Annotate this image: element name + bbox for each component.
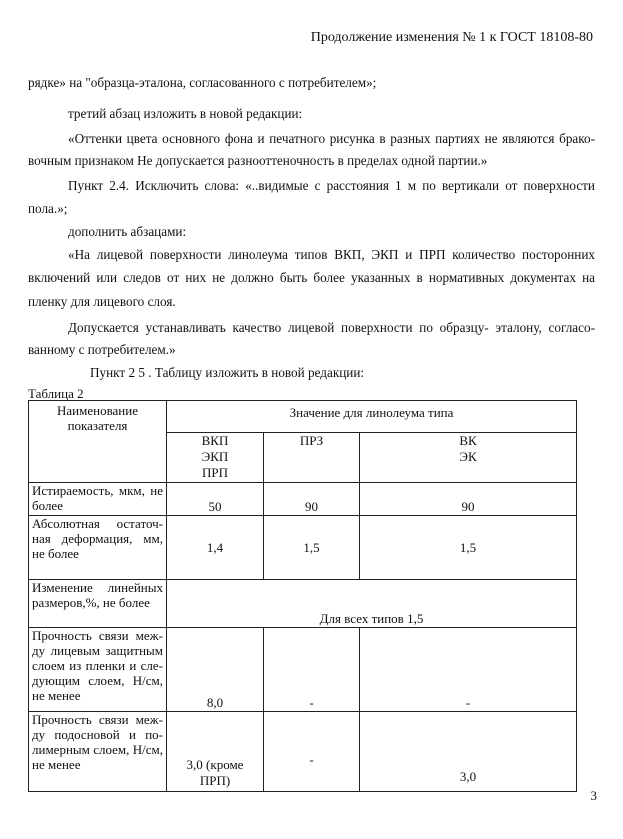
paragraph-line: вочным признаком Не допускается разнооттеночность в пределах одной партии.»	[28, 153, 488, 168]
row-name: Истираемость, мкм, не более	[29, 483, 167, 516]
cell: 1,5	[264, 516, 360, 580]
col-vkp: ВКП ЭКП ПРП	[167, 433, 264, 483]
cell: 3,0	[360, 712, 577, 792]
table-caption: Таблица 2	[28, 386, 84, 401]
col-prz: ПРЗ	[264, 433, 360, 483]
page-header: Продолжение изменения № 1 к ГОСТ 18108-80	[310, 30, 593, 45]
cell: 90	[264, 483, 360, 516]
paragraph-line: Пункт 2 5 . Таблицу изложить в новой редакции:	[90, 365, 365, 380]
cell: 1,5	[360, 516, 577, 580]
cell: 90	[360, 483, 577, 516]
col-vk: ВК ЭК	[360, 433, 577, 483]
cell: -	[264, 712, 360, 792]
paragraph-line: дополнить абзацами:	[68, 224, 187, 239]
cell-all-types: Для всех типов 1,5	[167, 580, 577, 628]
row-name: Абсолютная остаточ-ная деформация, мм, не более	[29, 516, 167, 580]
header-name: Наименование показателя	[29, 401, 167, 483]
cell: 3,0 (кроме ПРП)	[167, 712, 264, 792]
table-row	[29, 483, 577, 516]
row-name: Прочность связи меж-ду лицевым защитным слоем из пленки и сле-дующим слоем, Н/см, не менее	[29, 628, 167, 712]
header-value: Значение для линолеума типа	[167, 401, 577, 433]
paragraph-line: третий абзац изложить в новой редакции:	[68, 106, 303, 121]
paragraph-line: рядке» на "образца-эталона, согласованного с потребителем»;	[28, 75, 377, 90]
paragraph-line: пленку для лицевого слоя.	[28, 294, 176, 309]
paragraph-line: пола.»;	[28, 201, 68, 216]
paragraph-line: «Оттенки цвета основного фона и печатного рисунка в разных партиях не являются брако-	[68, 131, 595, 146]
row-name: Изменение линейных размеров,%, не более	[29, 580, 167, 628]
paragraph-line: «На лицевой поверхности линолеума типов ВКП, ЭКП и ПРП количество посторонних	[68, 247, 595, 262]
cell: 8,0	[167, 628, 264, 712]
table-row	[29, 712, 577, 792]
row-name: Прочность связи меж-ду подосновой и по-лимерным слоем, Н/см, не менее	[29, 712, 167, 792]
spec-table	[28, 400, 577, 792]
paragraph-line: Пункт 2.4. Исключить слова: «..видимые с расстояния 1 м по вертикали от поверхности	[68, 178, 595, 193]
paragraph-line: Допускается устанавливать качество лицевой поверхности по образцу- эталону, согласо-	[68, 320, 595, 335]
table-row	[29, 580, 577, 628]
table-row	[29, 516, 577, 580]
paragraph-line: ванному с потребителем.»	[28, 342, 176, 357]
cell: -	[264, 628, 360, 712]
paragraph-line: включений или следов от них не должно быть более указанных в нормативных документах на	[28, 270, 595, 285]
table-row	[29, 628, 577, 712]
page-number: 3	[590, 788, 597, 803]
cell: -	[360, 628, 577, 712]
cell: 50	[167, 483, 264, 516]
cell: 1,4	[167, 516, 264, 580]
